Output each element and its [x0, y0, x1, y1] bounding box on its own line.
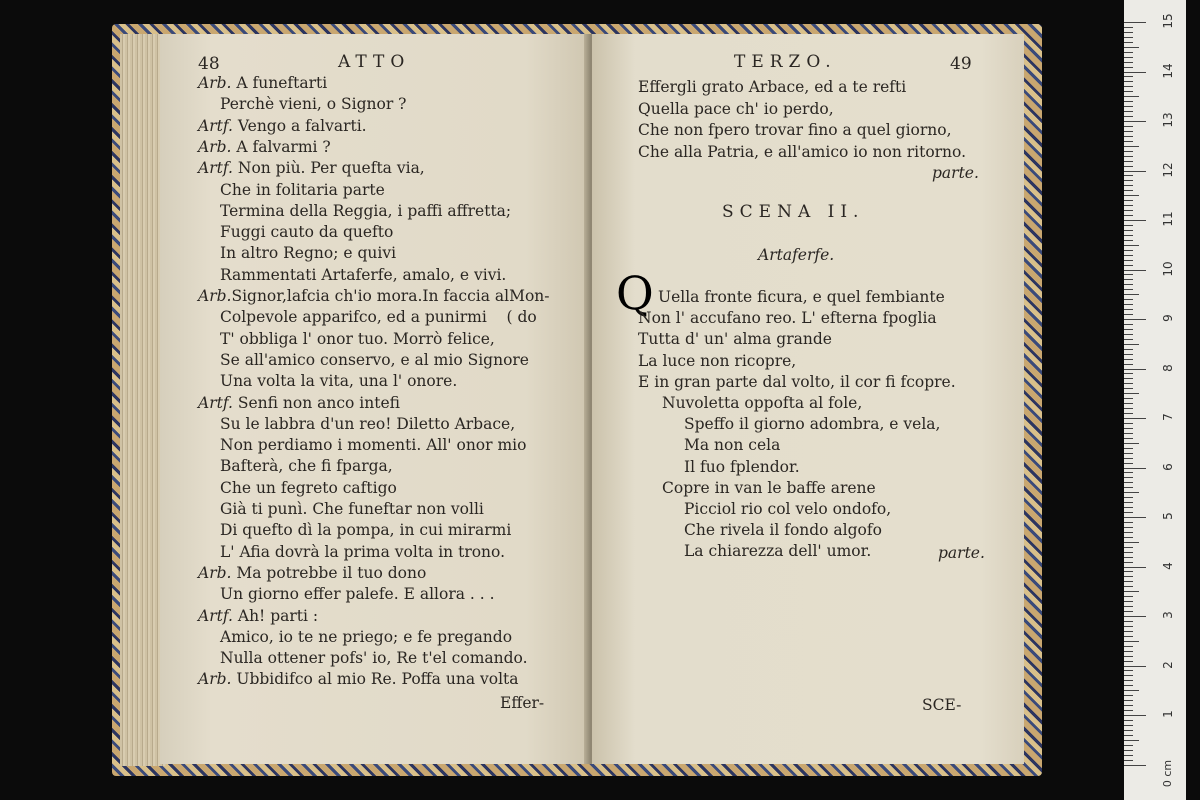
ruler-tick — [1124, 265, 1133, 266]
ruler-tick — [1124, 111, 1133, 112]
ruler-tick — [1124, 562, 1133, 563]
ruler-tick — [1124, 141, 1133, 142]
verse-line — [220, 585, 495, 603]
ruler-tick — [1124, 47, 1139, 48]
line-text: Amico, io te ne priego; e fe pregando — [220, 627, 513, 646]
ruler-tick — [1124, 591, 1139, 592]
verse-line: Nuvoletta oppofta al fole, — [662, 394, 863, 412]
verse-line — [220, 202, 511, 220]
ruler-tick — [1124, 349, 1133, 350]
ruler-tick — [1124, 760, 1133, 761]
verse-line — [220, 479, 397, 497]
ruler-tick — [1124, 136, 1133, 137]
ruler-number: 9 — [1161, 314, 1175, 322]
ruler-tick — [1124, 601, 1133, 602]
right-page — [592, 34, 1024, 764]
ruler-tick — [1124, 700, 1133, 701]
ruler-tick — [1124, 611, 1133, 612]
ruler-tick — [1124, 161, 1133, 162]
ruler-tick — [1124, 482, 1133, 483]
line-text: Colpevole apparifco, ed a punirmi ( do — [220, 308, 537, 327]
ruler-tick — [1124, 42, 1133, 43]
ruler-tick — [1124, 260, 1133, 261]
verse-line — [220, 95, 406, 113]
line-text: Bafterà, che fi fparga, — [220, 457, 393, 476]
ruler-tick — [1124, 37, 1133, 38]
ruler-tick — [1124, 750, 1133, 751]
verse-line: La chiarezza dell' umor. — [684, 542, 872, 561]
left-page-number: 48 — [198, 54, 220, 74]
ruler-tick — [1124, 512, 1133, 513]
line-text: Rammentati Artaferfe, amalo, e vivi. — [220, 265, 507, 284]
ruler-tick — [1124, 492, 1139, 493]
ruler-tick — [1124, 235, 1133, 236]
verse-line: Che non fpero trovar fino a quel giorno, — [638, 121, 952, 139]
ruler-tick — [1124, 369, 1146, 370]
ruler-tick — [1124, 621, 1133, 622]
verse-line: Speffo il giorno adombra, e vela, — [684, 415, 941, 434]
line-text: A falvarmi ? — [231, 137, 331, 156]
ruler-tick — [1124, 428, 1133, 429]
ruler-tick — [1124, 274, 1133, 275]
ruler-tick — [1124, 695, 1133, 696]
ruler-tick — [1124, 294, 1139, 295]
ruler-number: 12 — [1161, 161, 1175, 178]
verse-line: Ma non cela — [684, 436, 781, 455]
ruler-tick — [1124, 121, 1146, 122]
ruler-tick — [1124, 507, 1133, 508]
ruler-tick — [1124, 661, 1133, 662]
ruler-tick — [1124, 581, 1133, 582]
ruler-tick — [1124, 517, 1146, 518]
ruler-tick — [1124, 636, 1133, 637]
ruler-tick — [1124, 175, 1133, 176]
ruler-tick — [1124, 200, 1133, 201]
ruler-tick — [1124, 641, 1139, 642]
ruler-tick — [1124, 680, 1133, 681]
line-text: Già ti punì. Che funeftar non volli — [220, 500, 484, 518]
ruler-tick — [1124, 448, 1133, 449]
ruler-tick — [1124, 557, 1133, 558]
line-text: Se all'amico conservo, e al mio Signore — [220, 350, 529, 369]
verse-line — [220, 415, 515, 433]
right-page-number: 49 — [950, 54, 972, 74]
speaker-label: Arb. — [198, 670, 232, 689]
line-text: Di quefto dì la pompa, in cui mirarmi — [220, 521, 512, 540]
verse-line — [220, 181, 385, 199]
ruler-tick — [1124, 319, 1146, 320]
ruler-tick — [1124, 373, 1133, 374]
ruler-tick — [1124, 383, 1133, 384]
line-text: Nulla ottener pofs' io, Re t'el comando. — [220, 649, 528, 668]
ruler-number: 1 — [1161, 710, 1175, 718]
ruler-tick — [1124, 62, 1133, 63]
verse-line — [198, 117, 367, 135]
line-text: Non più. Per quefta via, — [232, 159, 425, 178]
line-text: Una volta la vita, una l' onore. — [220, 372, 458, 391]
ruler-tick — [1124, 458, 1133, 459]
ruler-tick — [1124, 755, 1133, 756]
ruler-tick — [1124, 32, 1133, 33]
verse-line — [198, 564, 426, 582]
verse-line — [198, 287, 550, 305]
ruler-tick — [1124, 240, 1133, 241]
verse-line — [198, 159, 425, 177]
verse-line — [220, 244, 396, 262]
ruler-tick — [1124, 408, 1133, 409]
ruler-tick — [1124, 472, 1133, 473]
verse-line: La luce non ricopre, — [638, 351, 797, 370]
line-text: Fuggi cauto da quefto — [220, 223, 394, 242]
ruler-tick — [1124, 299, 1133, 300]
ruler-tick — [1124, 195, 1139, 196]
verse-line — [220, 223, 393, 241]
ruler-tick — [1124, 710, 1133, 711]
verse-line: Copre in van le baffe arene — [662, 478, 876, 497]
ruler-tick — [1124, 527, 1133, 528]
ruler-tick — [1124, 126, 1133, 127]
ruler-tick — [1124, 116, 1133, 117]
verse-line — [220, 649, 528, 667]
ruler-tick — [1124, 596, 1133, 597]
ruler-tick — [1124, 497, 1133, 498]
ruler-tick — [1124, 334, 1133, 335]
ruler-tick — [1124, 453, 1133, 454]
right-catchword: SCE- — [922, 696, 962, 714]
ruler-tick — [1124, 344, 1139, 345]
ruler-tick — [1124, 171, 1146, 172]
ruler-tick — [1124, 413, 1133, 414]
ruler-tick — [1124, 685, 1133, 686]
ruler-number: 2 — [1161, 660, 1175, 669]
drop-cap: Q — [616, 266, 654, 320]
ruler-tick — [1124, 289, 1133, 290]
verse-line — [220, 436, 526, 454]
scene-character: Artaferfe. — [758, 246, 835, 264]
ruler-number: 11 — [1161, 211, 1175, 227]
line-text: Un giorno effer palefe. E allora . . . — [220, 585, 495, 604]
ruler-tick — [1124, 156, 1133, 157]
ruler-tick — [1124, 705, 1133, 706]
ruler-tick — [1124, 423, 1133, 424]
left-running-head: ATTO — [338, 52, 411, 72]
verse-line: Non l' accufano reo. L' efterna fpoglia — [638, 309, 937, 328]
verse-line: Uella fronte ficura, e quel fembiante — [658, 288, 945, 306]
exit-direction-2: parte. — [938, 544, 985, 562]
ruler-tick — [1124, 364, 1133, 365]
ruler-tick — [1124, 502, 1133, 503]
ruler-tick — [1124, 715, 1146, 716]
ruler-tick — [1124, 522, 1133, 523]
ruler-tick — [1124, 215, 1133, 216]
ruler-number: 7 — [1161, 413, 1175, 421]
verse-line — [220, 543, 505, 561]
ruler-tick — [1124, 329, 1133, 330]
measuring-ruler — [1124, 0, 1186, 800]
verse-line: Effergli grato Arbace, ed a te refti — [638, 78, 907, 96]
ruler-tick — [1124, 537, 1133, 538]
line-text: Ma potrebbe il tuo dono — [231, 563, 427, 582]
ruler-tick — [1124, 27, 1133, 28]
ruler-tick — [1124, 765, 1146, 766]
line-text: Che in folitaria parte — [220, 180, 385, 199]
ruler-tick — [1124, 106, 1133, 107]
ruler-tick — [1124, 670, 1133, 671]
ruler-tick — [1124, 398, 1133, 399]
ruler-number: 14 — [1161, 62, 1175, 79]
ruler-number: 4 — [1161, 561, 1175, 570]
ruler-tick — [1124, 567, 1146, 568]
verse-line — [198, 670, 519, 688]
ruler-tick — [1124, 72, 1146, 73]
ruler-tick — [1124, 91, 1133, 92]
line-text: Perchè vieni, o Signor ? — [220, 95, 407, 114]
speaker-label: Arb. — [198, 287, 232, 305]
right-running-head: TERZO. — [734, 52, 837, 72]
verse-line — [220, 351, 529, 369]
speaker-label: Artf. — [198, 393, 233, 412]
ruler-number: 15 — [1161, 13, 1175, 29]
verse-line — [220, 500, 484, 518]
ruler-tick — [1124, 418, 1146, 419]
ruler-number: 13 — [1161, 112, 1175, 128]
ruler-tick — [1124, 720, 1133, 721]
ruler-tick — [1124, 532, 1133, 533]
ruler-tick — [1124, 388, 1133, 389]
ruler-tick — [1124, 205, 1133, 206]
ruler-tick — [1124, 730, 1133, 731]
left-page — [160, 34, 590, 764]
ruler-unit: 0 cm — [1161, 759, 1175, 788]
ruler-tick — [1124, 745, 1133, 746]
ruler-tick — [1124, 576, 1133, 577]
ruler-tick — [1124, 314, 1133, 315]
ruler-tick — [1124, 433, 1133, 434]
verse-line — [198, 607, 318, 625]
ruler-tick — [1124, 255, 1133, 256]
ruler-tick — [1124, 210, 1133, 211]
ruler-tick — [1124, 740, 1139, 741]
line-text: T' obbliga l' onor tuo. Morrò felice, — [220, 329, 495, 348]
ruler-number: 6 — [1161, 462, 1175, 471]
exit-direction-1: parte. — [932, 164, 979, 182]
verse-line — [220, 521, 511, 539]
scene-title: SCENA II. — [722, 202, 865, 222]
ruler-tick — [1124, 339, 1133, 340]
verse-line — [220, 266, 506, 284]
verse-line — [220, 628, 512, 646]
ruler-tick — [1124, 166, 1133, 167]
ruler-tick — [1124, 725, 1133, 726]
ruler-tick — [1124, 324, 1133, 325]
line-text: L' Afia dovrà la prima volta in trono. — [220, 542, 506, 561]
verse-line — [220, 372, 457, 390]
ruler-number: 8 — [1161, 363, 1175, 372]
ruler-tick — [1124, 354, 1133, 355]
ruler-tick — [1124, 279, 1133, 280]
ruler-tick — [1124, 101, 1133, 102]
verse-line: Tutta d' un' alma grande — [638, 330, 832, 349]
verse-line — [220, 457, 393, 475]
verse-line: Che rivela il fondo algofo — [684, 521, 882, 540]
speaker-label: Arb. — [198, 563, 232, 582]
ruler-tick — [1124, 96, 1139, 97]
speaker-label: Arb. — [198, 74, 232, 92]
verse-line: Che alla Patria, e all'amico io non ritorno. — [638, 142, 967, 161]
line-text: Ah! parti : — [232, 606, 319, 625]
ruler-tick — [1124, 443, 1139, 444]
ruler-tick — [1124, 230, 1133, 231]
line-text: Signor,lafcia ch'io mora.In faccia alMon- — [231, 287, 550, 305]
ruler-number: 5 — [1161, 512, 1175, 520]
ruler-tick — [1124, 542, 1139, 543]
ruler-tick — [1124, 304, 1133, 305]
ruler-number: 3 — [1161, 611, 1175, 619]
ruler-tick — [1124, 487, 1133, 488]
line-text: Ubbidifco al mio Re. Poffa una volta — [231, 670, 519, 689]
line-text: Non perdiamo i momenti. All' onor mio — [220, 436, 527, 455]
verse-line: Picciol rio col velo ondofo, — [684, 500, 892, 518]
ruler-tick — [1124, 190, 1133, 191]
ruler-tick — [1124, 393, 1139, 394]
line-text: Vengo a falvarti. — [232, 116, 367, 135]
ruler-tick — [1124, 131, 1133, 132]
ruler-tick — [1124, 690, 1139, 691]
ruler-tick — [1124, 52, 1133, 53]
ruler-tick — [1124, 378, 1133, 379]
ruler-tick — [1124, 81, 1133, 82]
ruler-tick — [1124, 571, 1133, 572]
verse-line: Quella pace ch' io perdo, — [638, 99, 834, 118]
ruler-tick — [1124, 284, 1133, 285]
verse-line — [198, 394, 400, 412]
verse-line: Il fuo fplendor. — [684, 457, 800, 476]
line-text: A funeftarti — [231, 74, 328, 92]
ruler-tick — [1124, 735, 1133, 736]
ruler-tick — [1124, 180, 1133, 181]
speaker-label: Artf. — [198, 606, 233, 625]
ruler-tick — [1124, 675, 1133, 676]
ruler-tick — [1124, 547, 1133, 548]
ruler-tick — [1124, 220, 1146, 221]
ruler-tick — [1124, 270, 1146, 271]
ruler-tick — [1124, 22, 1146, 23]
ruler-tick — [1124, 146, 1139, 147]
left-catchword: Effer- — [500, 694, 545, 712]
ruler-tick — [1124, 403, 1133, 404]
ruler-tick — [1124, 656, 1133, 657]
ruler-tick — [1124, 468, 1146, 469]
ruler-tick — [1124, 250, 1133, 251]
ruler-tick — [1124, 606, 1133, 607]
ruler-tick — [1124, 185, 1133, 186]
line-text: In altro Regno; e quivi — [220, 244, 397, 263]
ruler-number: 10 — [1161, 260, 1175, 277]
verse-line — [198, 138, 331, 156]
ruler-tick — [1124, 67, 1133, 68]
ruler-tick — [1124, 666, 1146, 667]
verse-line: E in gran parte dal volto, il cor fi fcopre. — [638, 372, 956, 391]
ruler-tick — [1124, 438, 1133, 439]
verse-line — [198, 74, 327, 92]
ruler-tick — [1124, 586, 1133, 587]
ruler-tick — [1124, 86, 1133, 87]
verse-line — [220, 330, 495, 348]
ruler-tick — [1124, 463, 1133, 464]
ruler-tick — [1124, 616, 1146, 617]
ruler-tick — [1124, 552, 1133, 553]
ruler-tick — [1124, 651, 1133, 652]
ruler-tick — [1124, 151, 1133, 152]
ruler-tick — [1124, 245, 1139, 246]
ruler-tick — [1124, 359, 1133, 360]
line-text: Senfi non anco intefi — [232, 393, 400, 412]
speaker-label: Artf. — [198, 159, 233, 178]
ruler-tick — [1124, 76, 1133, 77]
speaker-label: Arb. — [198, 137, 232, 156]
ruler-tick — [1124, 477, 1133, 478]
ruler-tick — [1124, 646, 1133, 647]
ruler-tick — [1124, 57, 1133, 58]
ruler-tick — [1124, 225, 1133, 226]
line-text: Su le labbra d'un reo! Diletto Arbace, — [220, 414, 516, 433]
ruler-tick — [1124, 626, 1133, 627]
ruler-tick — [1124, 631, 1133, 632]
ruler-tick — [1124, 309, 1133, 310]
verse-line — [220, 308, 537, 326]
line-text: Termina della Reggia, i paffi affretta; — [220, 201, 512, 220]
speaker-label: Artf. — [198, 116, 233, 135]
line-text: Che un fegreto caftigo — [220, 478, 397, 497]
